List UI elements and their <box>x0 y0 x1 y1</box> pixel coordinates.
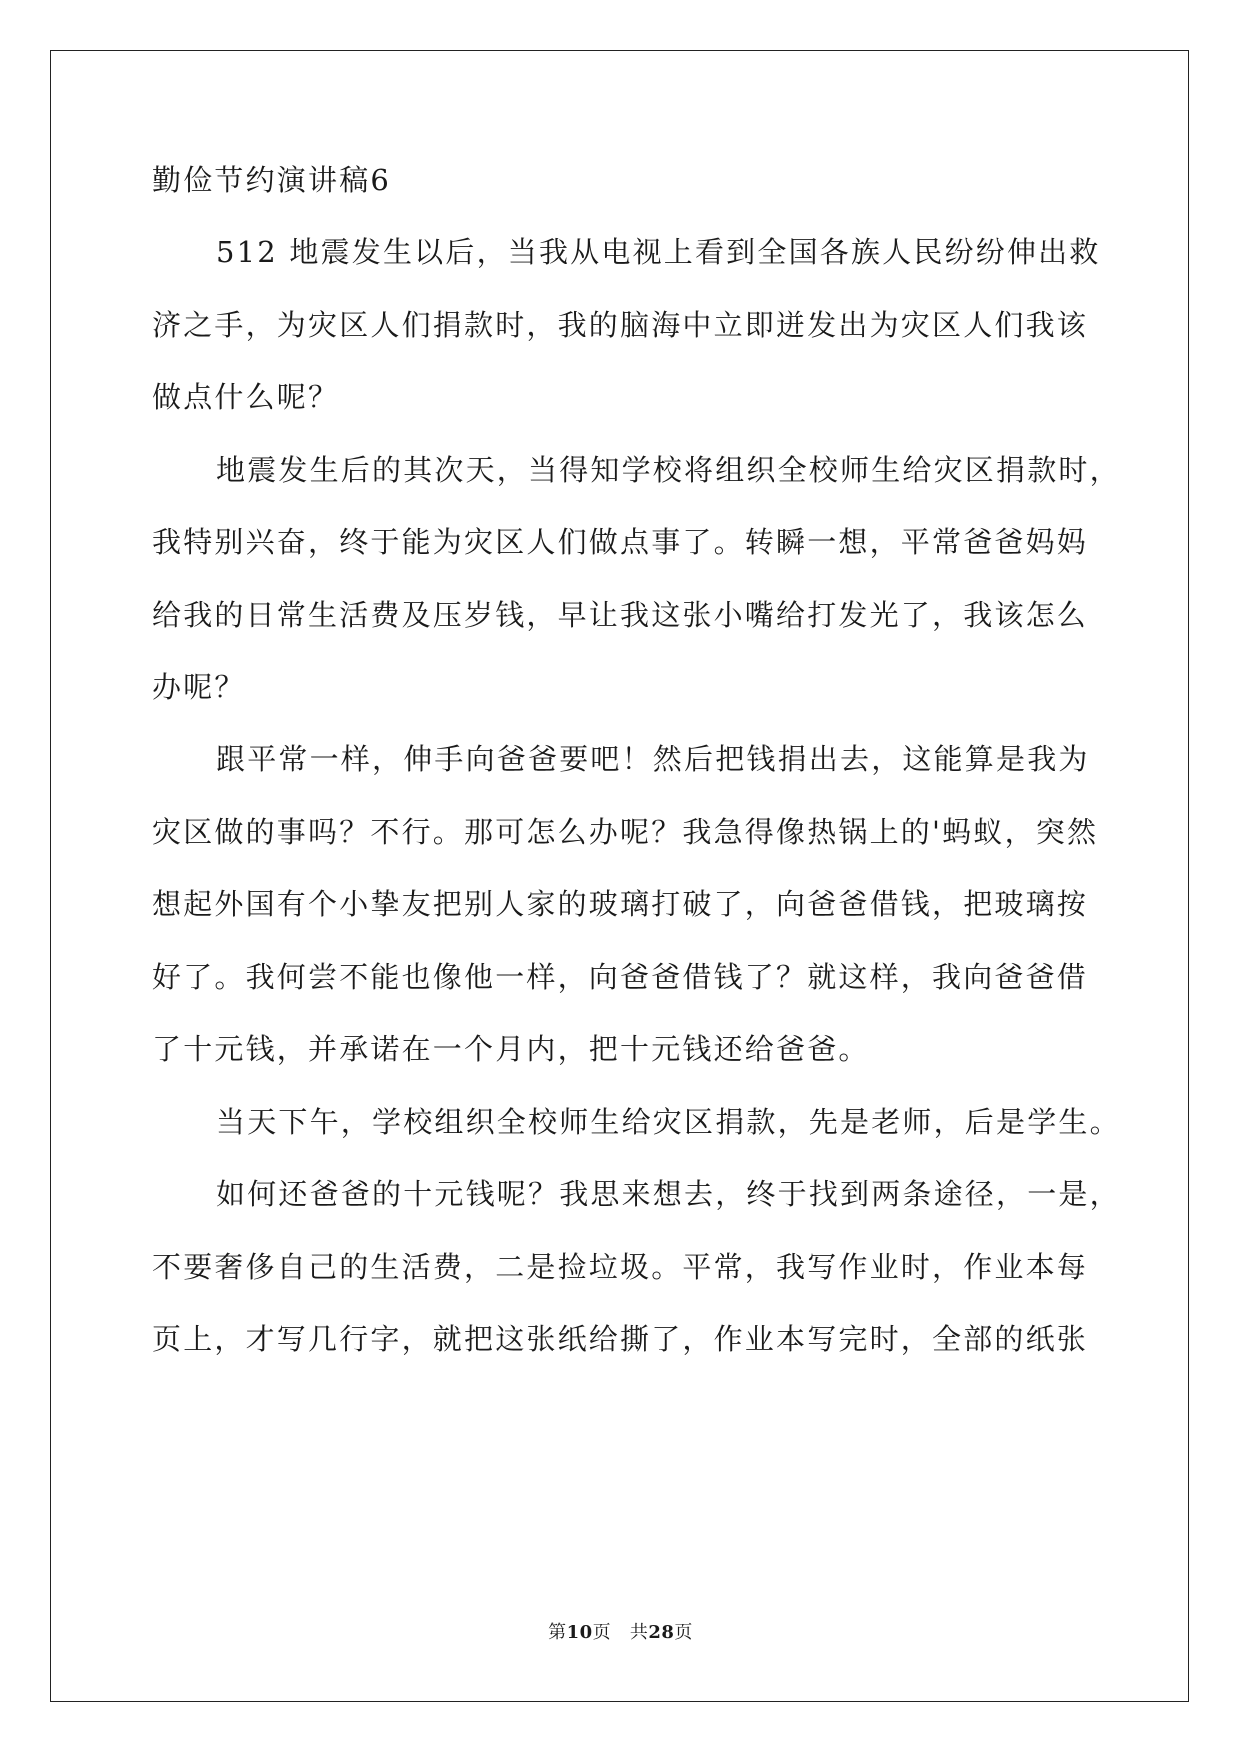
page-border <box>50 50 1189 1702</box>
page-number-footer <box>0 1618 1241 1644</box>
paragraph-line: 了十元钱，并承诺在一个月内，把十元钱还给爸爸。 <box>152 1032 870 1066</box>
paragraph-line: 好了。我何尝不能也像他一样，向爸爸借钱了？就这样，我向爸爸借 <box>152 960 1089 994</box>
paragraph-line: 给我的日常生活费及压岁钱，早让我这张小嘴给打发光了，我该怎么 <box>152 598 1089 632</box>
paragraph-line: 办呢？ <box>152 670 246 704</box>
paragraph-line: 灾区做的事吗？不行。那可怎么办呢？我急得像热锅上的'蚂蚁，突然 <box>152 815 1099 849</box>
footer-total-unit: 页 <box>674 1622 693 1643</box>
paragraph-line: 跟平常一样，伸手向爸爸要吧！然后把钱捐出去，这能算是我为 <box>216 742 1090 776</box>
paragraph-line: 想起外国有个小挚友把别人家的玻璃打破了，向爸爸借钱，把玻璃按 <box>152 887 1089 921</box>
current-page-number: 10 <box>566 1622 593 1643</box>
paragraph-line: 页上，才写几行字，就把这张纸给撕了，作业本写完时，全部的纸张 <box>152 1322 1089 1356</box>
paragraph-line: 不要奢侈自己的生活费，二是捡垃圾。平常，我写作业时，作业本每 <box>152 1250 1089 1284</box>
paragraph-line: 512 地震发生以后，当我从电视上看到全国各族人民纷纷伸出救 <box>216 235 1101 269</box>
paragraph-line: 我特别兴奋，终于能为灾区人们做点事了。转瞬一想，平常爸爸妈妈 <box>152 525 1089 559</box>
footer-prefix: 第 <box>548 1622 567 1643</box>
footer-page-unit: 页 <box>592 1622 612 1643</box>
paragraph-line: 地震发生后的其次天，当得知学校将组织全校师生给灾区捐款时， <box>216 453 1121 487</box>
paragraph-line: 济之手，为灾区人们捐款时，我的脑海中立即迸发出为灾区人们我该 <box>152 308 1089 342</box>
footer-total-prefix: 共 <box>629 1622 649 1643</box>
paragraph-line: 当天下午，学校组织全校师生给灾区捐款，先是老师，后是学生。 <box>216 1105 1121 1139</box>
total-page-count: 28 <box>648 1622 675 1643</box>
document-title: 勤俭节约演讲稿6 <box>152 163 392 197</box>
paragraph-line: 做点什么呢？ <box>152 380 340 414</box>
paragraph-line: 如何还爸爸的十元钱呢？我思来想去，终于找到两条途径，一是， <box>216 1177 1121 1211</box>
